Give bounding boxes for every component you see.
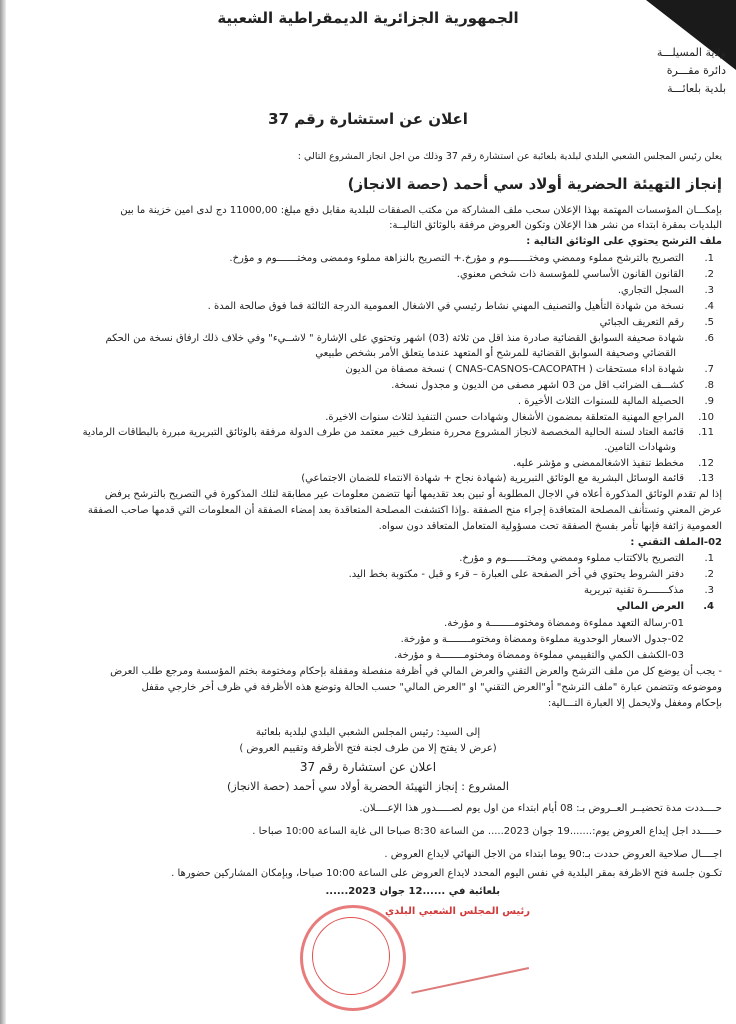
envelope-project: المشروع : إنجاز التهيئة الحضرية أولاد سي أحمد (حصة الانجاز) [227, 780, 509, 793]
section-heading: 02-الملف التقني : [630, 537, 722, 548]
list-item [0, 252, 714, 266]
list-item [0, 300, 714, 314]
item-number: 7. [704, 364, 714, 375]
item-text: 03-الكشف الكمي والتقييمي مملوءة وممضاة ومختومــــــــة و مؤرخة. [394, 650, 684, 661]
item-number: 5. [704, 317, 714, 328]
paragraph-line: بإمكـــان المؤسسات المهتمة بهذا الإعلان سحب ملف المشاركة من مكتب الصفقات للبلدية مقابل دفع مبلغ: 11000,00 دج لدى امين خزينة ما بين [120, 205, 722, 216]
envelope-note: (عرض لا يفتح إلا من طرف لجنة فتح الأظرفة وتقييم العروض ) [239, 743, 497, 754]
official-stamp-inner [312, 917, 390, 995]
item-text: التصريح بالاكتتاب مملوء وممضي ومختـــــــوم و مؤرخ. [459, 553, 684, 564]
item-text: شهادة اداء مستحقات ( CNAS-CASNOS-CACOPATH ) نسخة مصفاة من الديون [345, 364, 684, 375]
item-number: 6. [704, 333, 714, 344]
list-item [0, 472, 714, 486]
list-item [0, 284, 714, 298]
deadline-line: حــــددت مدة تحضيــر العــروض بـ: 08 أيام ابتداء من اول يوم لصـــــدور هذا الإعــــلان. [359, 803, 722, 814]
republic-heading: الجمهورية الجزائرية الديمقراطية الشعبية [217, 9, 519, 27]
handwritten-signature [401, 918, 529, 994]
envelope-addressee: إلى السيد: رئيس المجلس الشعبي البلدي لبلدية بلعائبة [255, 727, 481, 738]
section-heading: ملف الترشح يحتوي على الوثائق التالية : [526, 236, 722, 247]
item-number: 4. [703, 601, 714, 612]
item-number: 1. [704, 253, 714, 264]
item-text: الحصيلة المالية للسنوات الثلاث الأخيرة . [517, 396, 684, 407]
item-text: دفتر الشروط يحتوي في أخر الصفحة على العبارة – قرء و قبل - مكتوبة بخط اليد. [348, 569, 684, 580]
item-text: رقم التعريف الجبائي [599, 317, 684, 328]
item-number: 11. [698, 427, 714, 438]
list-item [0, 457, 714, 471]
item-number: 2. [704, 569, 714, 580]
item-text: قائمة العتاد لسنة الحالية المخصصة لانجاز المشروع محررة منطرف خبير معتمد من طرف الدولة مرفقة بالوثائق التبريرية مبررة بالبطاقات الرمادية [82, 427, 684, 438]
page-title: اعلان عن استشارة رقم 37 [268, 110, 468, 128]
paragraph-line: العمومية زائفة فإنها تأمر بفسخ الصفقة تحت مسؤولية المتعامل المتعاقد دون سواه. [378, 521, 722, 532]
list-item [0, 316, 714, 330]
item-text: التصريح بالترشح مملوء وممضي ومختـــــــوم و مؤرخ.+ التصريح بالنزاهة مملوء وممضى ومختـــــــوم و مؤرخ. [229, 253, 684, 264]
deadline-line: اجــــال صلاحية العروض حددت بـ:90 يوما ابتداء من الاجل النهائي لايداع العروض . [384, 849, 722, 860]
item-number: 9. [704, 396, 714, 407]
paragraph-line: عرض المعني وتستأنف المصلحة المتعاقدة إجراء منح الصفقة .وإذا اكتشفت المصلحة المتعاقدة بعد إمضاء الصفقة أن المعلومات التي قدمها صاحب الصفقة [87, 505, 722, 516]
item-text: نسخة من شهادة التأهيل والتصنيف المهني نشاط رئيسي في الاشغال العمومية الدرجة الثالثة فما فوق صالحة المدة . [207, 301, 684, 312]
paragraph-line: وموضوعه وتتضمن عبارة "ملف الترشح" أو"العرض التقني" او "العرض المالي" حسب الحالة وتوضع هذه الأظرفة في ظرف أخر خارجي مقفل [141, 682, 722, 693]
financial-item [0, 617, 714, 631]
item-number: 1. [704, 553, 714, 564]
item-text: قائمة الوسائل البشرية مع الوثائق التبريرية (شهادة نجاح + شهادة الانتماء للضمان الاجتماعي) [301, 473, 684, 484]
list-item [0, 268, 714, 282]
list-item [0, 552, 714, 566]
item-number: 3. [704, 585, 714, 596]
intro: يعلن رئيس المجلس الشعبي البلدي لبلدية بلعائبة عن استشارة رقم 37 وذلك من اجل انجاز المشروع التالي : [297, 151, 722, 162]
deadline-line: تكـون جلسة فتح الاظرفة بمقر البلدية في نفس اليوم المحدد لايداع العروض على الساعة 10:00 صباحا، وبإمكان المشاركين حضورها . [171, 868, 722, 879]
item-number: 3. [704, 285, 714, 296]
list-item [0, 426, 714, 440]
list-item [0, 379, 714, 393]
list-item [0, 332, 714, 346]
item-text: مذكـــــــرة تقنية تبريرية [584, 585, 684, 596]
paragraph-line: إذا لم تقدم الوثائق المذكورة أعلاه في الاجال المطلوبة أو تبين بعد تقديمها أنها تتضمن معلومات عير مطابقة لتلك المذكورة في التصريح بالترشح يرفض [104, 489, 722, 500]
financial-item [0, 649, 714, 663]
item-text: شهادة صحيفة السوابق القضائية صادرة منذ اقل من ثلاثة (03) اشهر وتحتوي على الإشارة " لاشــيء" وفي خلاف ذلك ارفاق نسخة من الحكم [105, 333, 684, 344]
item-text: 02-جدول الاسعار الوحدوية مملوءة وممضاة ومختومــــــــة و مؤرخة. [400, 634, 684, 645]
item-text: القانون القانون الأساسي للمؤسسة ذات شخص معنوي. [456, 269, 684, 280]
item-text: مخطط تنفيذ الاشغالممضى و مؤشر عليه. [513, 458, 684, 469]
daira: دائرة مقـــرة [666, 64, 726, 77]
deadline-line: حـــــدد اجل إيداع العروض يوم:.......19 جوان 2023..... من الساعة 8:30 صباحا الى غاية الساعة 10:00 صباحا . [252, 826, 722, 837]
list-item-continuation [0, 347, 714, 361]
item-text: المراجع المهنية المتعلقة بمضمون الأشغال وشهادات حسن التنفيذ لثلاث سنوات الاخيرة. [325, 412, 684, 423]
item-number: 8. [704, 380, 714, 391]
list-item [0, 584, 714, 598]
item-text: كشـــف الضرائب اقل من 03 اشهر مصفى من الديون و مجدول نسخة. [391, 380, 684, 391]
financial-item [0, 633, 714, 647]
item-text: 01-رسالة التعهد مملوءة وممضاة ومختومــــــــة و مؤرخة. [444, 618, 684, 629]
baladia: بلدية بلعائـــة [667, 82, 726, 95]
list-item [0, 411, 714, 425]
item-number: 2. [704, 269, 714, 280]
paragraph-line: البلديات بمقرة ابتداء من نشر هذا الإعلان وتكون العروض مرفقة بالوثائق التاليــة: [389, 220, 722, 231]
item-text: السجل التجاري. [617, 285, 684, 296]
item-number: 4. [704, 301, 714, 312]
list-item [0, 395, 714, 409]
paragraph-line: بإحكام ومغفل ولايحمل إلا العبارة التـــالية: [547, 698, 722, 709]
item-text: العرض المالي [616, 601, 684, 612]
list-item [0, 363, 714, 377]
envelope-title: اعلان عن استشارة رقم 37 [299, 760, 437, 774]
item-number: 10. [698, 412, 714, 423]
item-number: 12. [698, 458, 714, 469]
list-item-continuation [0, 441, 714, 455]
item-text: القضائي وصحيفة السوابق القضائية للمرشح أو المتعهد عندما يتعلق الأمر بشخص طبيعي [315, 348, 676, 359]
paragraph-line: - يجب أن يوضع كل من ملف الترشح والعرض التقني والعرض المالي في أظرفة منفصلة ومقفلة بإحكام ومختومة بختم المؤسسة ومرجع طلب العرض [110, 666, 722, 677]
item-number: 13. [698, 473, 714, 484]
list-item [0, 600, 714, 614]
signature-role: رئيس المجلس الشعبي البلدي [385, 906, 530, 917]
signature-place-date: بلعائبة في ......12 جوان 2023...... [325, 886, 500, 897]
project-title: إنجاز التهيئة الحضرية أولاد سي أحمد (حصة الانجاز) [347, 175, 722, 193]
item-text: وشهادات التامين. [604, 442, 676, 453]
list-item [0, 568, 714, 582]
wilaya: ولاية المسيلـــة [656, 46, 726, 59]
